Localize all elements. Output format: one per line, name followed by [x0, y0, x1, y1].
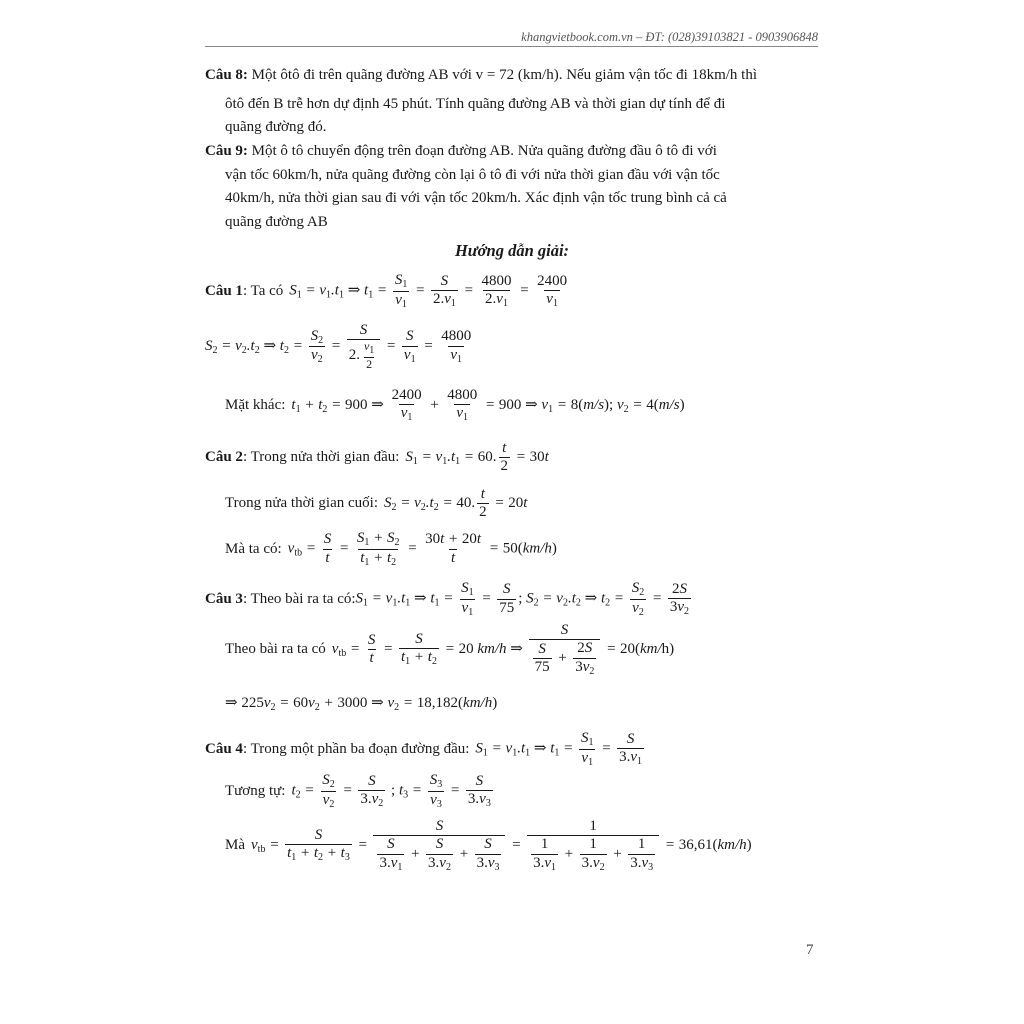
- header-rule: [205, 46, 818, 47]
- question-9-line-1: Một ô tô chuyển động trên đoạn đường AB. Nửa quãng đường đầu ô tô đi với: [251, 143, 717, 159]
- solution-4-line-1: [205, 730, 646, 768]
- page-header: khangvietbook.com.vn – ĐT: (028)39103821 - 0903906848: [521, 30, 818, 44]
- number-4800-b: 4800: [441, 328, 472, 345]
- solution-2-formula-2: $S_2 = v_2.t_2 = 40$. $\frac{t}{2}$ = 20t: [384, 486, 528, 521]
- solution-1-intro: : Ta có: [242, 282, 284, 299]
- number-4800: 4800: [481, 272, 512, 289]
- solution-2-result: 50: [502, 540, 518, 557]
- solution-3-line-1: [205, 580, 693, 618]
- solution-1-line-1: [205, 272, 571, 310]
- question-8-label: Câu 8:: [205, 67, 248, 83]
- solution-4-intro: : Trong một phần ba đoạn đường đầu:: [242, 740, 470, 757]
- solution-1-formula-1: $S_1 = v_1.t_1$ ⇒ $t_1$ = $\frac{S_1}{v_1}$ = $\frac{S}{2.v_1}$ = $\frac{4800}{2.v_1}$ = $\frac{2400}{v_1}$: [289, 272, 568, 310]
- solution-3-label: Câu 3: [205, 590, 243, 607]
- solution-3-result: 18,182: [416, 695, 459, 711]
- question-8: [205, 64, 820, 140]
- solution-3-line-2: [225, 622, 674, 677]
- question-9: [205, 140, 820, 234]
- solution-4-formula-3: $v_{tb}$ = $\frac{S}{t_1 + t_2 + t_3}$ = S $\frac{S}{3.v_1}$ + $\frac{S}{3.v_2}$ + $\frac{S}{3.v_3}$ = 1 $\frac{1}{3.v_1}$ + $\frac{1}{3.v_2}$ + $\frac{1}{3.v_3}$ = 36,61(km/h): [251, 818, 752, 873]
- solution-4-line-3-text: Mà: [225, 837, 245, 853]
- page-number: 7: [806, 942, 814, 958]
- solution-4-label: Câu 4: [205, 740, 243, 757]
- solution-4-formula-2: $t_2$ = $\frac{S_2}{v_2}$ = $\frac{S}{3.v_2}$ ; $t_3$ = $\frac{S_3}{v_3}$ = $\frac{S}{3.v_3}$: [291, 772, 491, 810]
- question-9-line-2: vận tốc 60km/h, nửa quãng đường còn lại ô tô đi với nửa thời gian đầu với vận tốc: [225, 166, 720, 183]
- question-8-line-2: ôtô đến B trễ hơn dự định 45 phút. Tính quãng đường AB và thời gian dự tính để đi: [225, 95, 726, 112]
- solution-2-line-2-text: Trong nửa thời gian cuối:: [225, 495, 379, 512]
- solution-4-line-3: [225, 818, 752, 873]
- solution-2-label: Câu 2: [205, 449, 243, 466]
- solution-2-intro: : Trong nửa thời gian đầu:: [242, 449, 400, 466]
- question-8-line-1: Một ôtô đi trên quãng đường AB với v = 72 (km/h). Nếu giảm vận tốc đi 18km/h thì: [251, 67, 757, 83]
- solution-2-line-3-text: Mà ta có:: [225, 540, 282, 557]
- solution-4-result: 36,61: [678, 836, 713, 853]
- solution-2-line-2: [225, 486, 527, 522]
- question-9-line-4: quãng đường AB: [225, 213, 328, 230]
- solution-4-line-2: [225, 772, 495, 810]
- v2-result: 4: [646, 396, 654, 413]
- solution-2-line-3: [225, 530, 557, 568]
- v1-result: 8: [570, 396, 579, 413]
- solution-3-intro: : Theo bài ra ta có:: [242, 590, 356, 607]
- solution-1-label: Câu 1: [205, 282, 243, 299]
- solution-2-formula-3: $v_{tb}$ = $\frac{S}{t}$ = $\frac{S_1 + S_2}{t_1 + t_2}$ = $\frac{30t + 20t}{t}$ = 50(km/h): [287, 530, 557, 568]
- solution-3-formula-3: ⇒ $225v_2 = 60v_2 + 3000$ ⇒ $v_2 = 18,182(km/h)$: [225, 695, 498, 713]
- question-8-line-3: quãng đường đó.: [225, 119, 327, 135]
- solution-2-line-1: [205, 440, 549, 476]
- solution-3-line-2-text: Theo bài ra ta có: [225, 641, 326, 657]
- mat-khac-text: Mặt khác:: [225, 396, 286, 413]
- number-2400: 2400: [537, 272, 568, 289]
- solution-1-line-2: [205, 322, 475, 372]
- solution-1-formula-2: $S_2 = v_2.t_2$ ⇒ $t_2$ = $\frac{S_2}{v_2}$ = S 2. $\frac{v_1}{2}$ = $\frac{S}{v_1}$ = $\frac{4800}{v_1}$: [205, 322, 472, 371]
- solution-3-formula-1: $S_1 = v_1.t_1$ ⇒ $t_1$ = $\frac{S_1}{v_1}$ = $\frac{S}{75}$ ; $S_2 = v_2.t_2$ ⇒ $t_2$ = $\frac{S_2}{v_2}$ = $\frac{2S}{3v_2}$: [355, 580, 690, 618]
- question-9-label: Câu 9:: [205, 143, 248, 159]
- question-9-line-3: 40km/h, nửa thời gian sau đi với vận tốc 20km/h. Xác định vận tốc trung bình cả cả: [225, 190, 727, 206]
- solution-3-line-3: [225, 693, 497, 713]
- solution-2-formula-1: $S_1 = v_1.t_1 = 60$. $\frac{t}{2}$ = 30t: [405, 440, 549, 475]
- solution-1-formula-3: $t_1 + t_2 = 900$ ⇒ $\frac{2400}{v_1}$ + $\frac{4800}{v_1}$ = 900 ⇒ $v_1 = 8(m/s)$; $v_2 = 4(m/s)$: [291, 387, 685, 424]
- solution-3-formula-2: $v_{tb}$ = $\frac{S}{t}$ = $\frac{S}{t_1 + t_2}$ = 20 km/h ⇒ S $\frac{S}{75}$ + $\frac{2S}{3v_2}$ = 20(km/h): [331, 622, 675, 677]
- solution-4-formula-1: $S_1 = v_1.t_1$ ⇒ $t_1$ = $\frac{S_1}{v_1}$ = $\frac{S}{3.v_1}$: [475, 730, 643, 768]
- solution-1-line-3: [225, 387, 685, 424]
- solution-guide-title: Hướng dẫn giải:: [454, 241, 570, 260]
- solution-4-line-2-text: Tương tự:: [225, 782, 286, 799]
